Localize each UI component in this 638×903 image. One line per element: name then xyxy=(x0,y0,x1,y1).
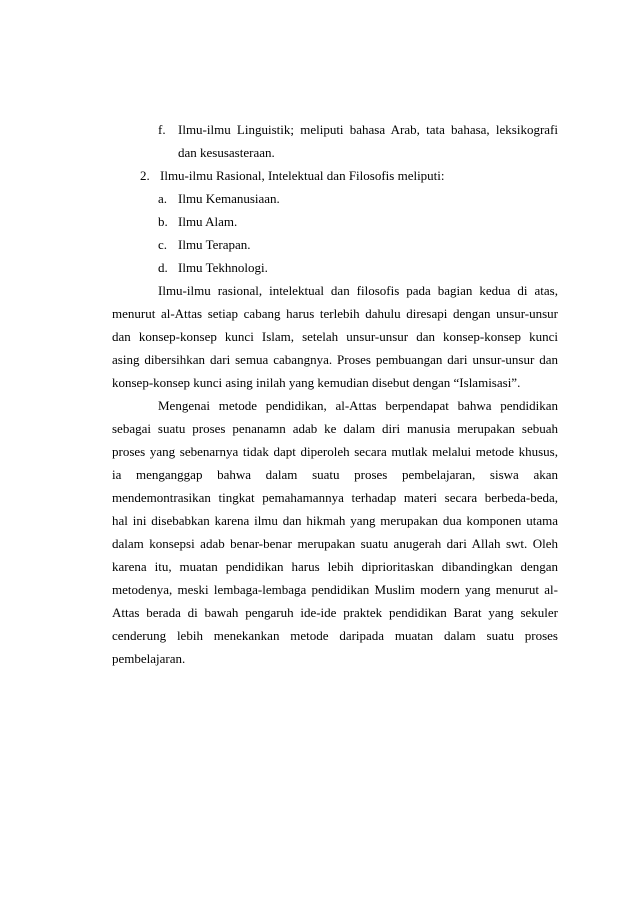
sub-item-marker-a: a. xyxy=(158,191,168,206)
paragraph-2-line: karena itu, muatan pendidikan harus lebih diprioritaskan dibandingkan dengan xyxy=(112,559,558,574)
paragraph-2-line: ia menganggap bahwa dalam suatu proses pembelajaran, siswa akan xyxy=(112,467,558,482)
paragraph-2-line: pembelajaran. xyxy=(112,651,186,666)
sub-item-c-text: Ilmu Terapan. xyxy=(178,237,251,252)
paragraph-2-line: hal ini disebabkan karena ilmu dan hikmah yang merupakan dua komponen utama xyxy=(112,513,558,528)
list-marker-2: 2. xyxy=(140,168,150,183)
list-item-f-line-2: dan kesusasteraan. xyxy=(178,145,275,160)
paragraph-1-line: menurut al-Attas setiap cabang harus terlebih dahulu diresapi dengan unsur-unsur xyxy=(112,306,558,321)
paragraph-1-line: dan konsep-konsep kunci Islam, setelah unsur-unsur dan konsep-konsep kunci xyxy=(112,329,558,344)
paragraph-2-line: metodenya, meski lembaga-lembaga pendidikan Muslim modern yang menurut al- xyxy=(112,582,558,597)
sub-item-marker-c: c. xyxy=(158,237,168,252)
sub-item-marker-b: b. xyxy=(158,214,168,229)
paragraph-2-line: dalam konsepsi adab benar-benar merupakan suatu anugerah dari Allah swt. Oleh xyxy=(112,536,558,551)
paragraph-1-line: Ilmu-ilmu rasional, intelektual dan filosofis pada bagian kedua di atas, xyxy=(158,283,558,298)
paragraph-2-line: Attas berada di bawah pengaruh ide-ide praktek pendidikan Barat yang sekuler xyxy=(112,605,558,620)
sub-item-d-text: Ilmu Tekhnologi. xyxy=(178,260,268,275)
paragraph-2-line: Mengenai metode pendidikan, al-Attas berpendapat bahwa pendidikan xyxy=(158,398,558,413)
paragraph-2-line: cenderung lebih menekankan metode daripada muatan dalam suatu proses xyxy=(112,628,558,643)
sub-item-a-text: Ilmu Kemanusiaan. xyxy=(178,191,280,206)
paragraph-1-line: konsep-konsep kunci asing inilah yang kemudian disebut dengan “Islamisasi”. xyxy=(112,375,521,390)
sub-item-marker-d: d. xyxy=(158,260,168,275)
paragraph-2-line: proses yang sebenarnya tidak dapt diperoleh secara mutlak melalui metode khusus, xyxy=(112,444,558,459)
list-marker-f: f. xyxy=(158,122,166,137)
paragraph-2-line: sebagai suatu proses penanamn adab ke dalam diri manusia merupakan sebuah xyxy=(112,421,558,436)
sub-item-b-text: Ilmu Alam. xyxy=(178,214,238,229)
paragraph-1-line: asing dibersihkan dari semua cabangnya. Proses pembuangan dari unsur-unsur dan xyxy=(112,352,558,367)
list-item-2-text: Ilmu-ilmu Rasional, Intelektual dan Filosofis meliputi: xyxy=(160,168,445,183)
list-item-f-line-1: Ilmu-ilmu Linguistik; meliputi bahasa Arab, tata bahasa, leksikografi xyxy=(178,122,558,137)
paragraph-2-line: mendemontrasikan tingkat pemahamannya terhadap materi secara berbeda-beda, xyxy=(112,490,558,505)
